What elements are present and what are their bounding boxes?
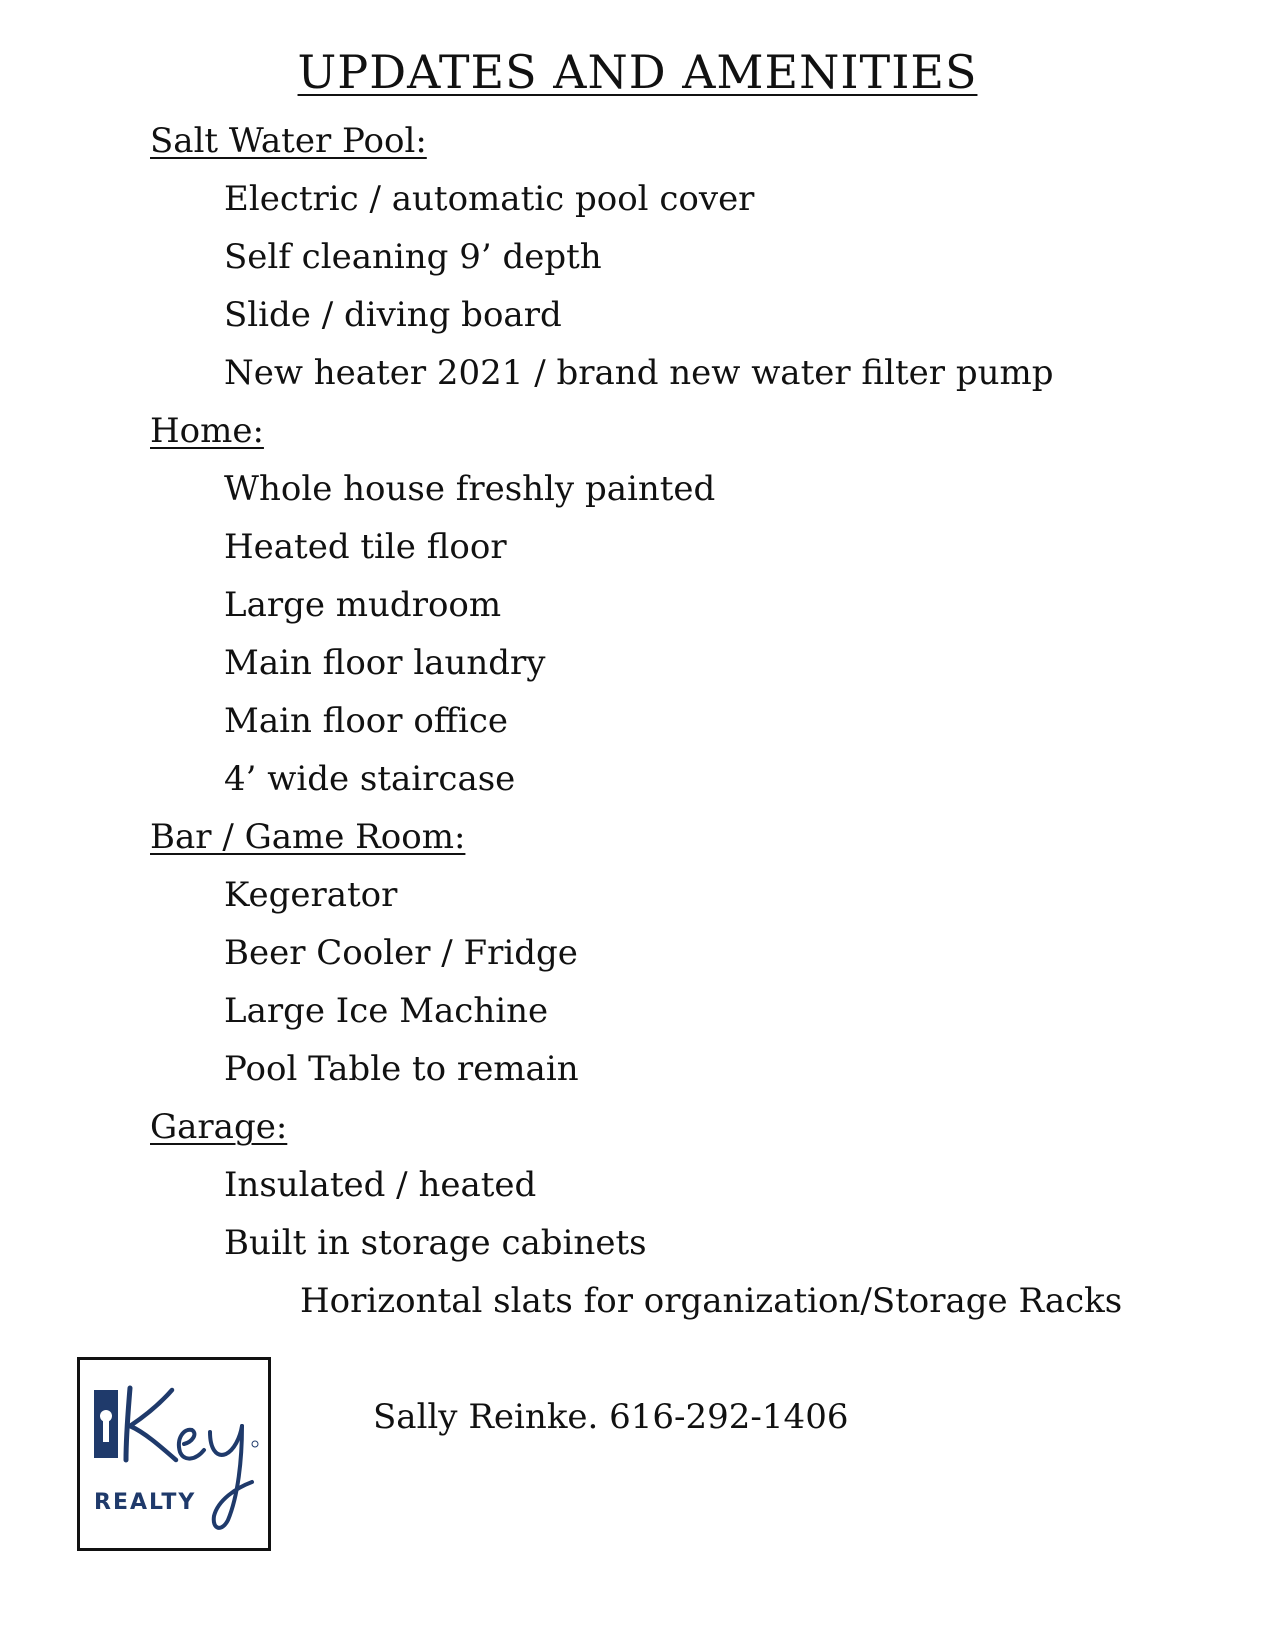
- list-item: Insulated / heated: [224, 1165, 537, 1205]
- list-item: Kegerator: [224, 875, 398, 915]
- page-title-text: UPDATES AND AMENITIES: [297, 45, 978, 99]
- list-item: Whole house freshly painted: [224, 469, 716, 509]
- list-item: Pool Table to remain: [224, 1049, 579, 1089]
- agent-contact: Sally Reinke. 616-292-1406: [373, 1397, 849, 1437]
- list-subitem: Horizontal slats for organization/Storage Racks: [300, 1281, 1123, 1321]
- list-item: 4’ wide staircase: [224, 759, 516, 799]
- list-item: Electric / automatic pool cover: [224, 179, 755, 219]
- page-title: [0, 40, 1275, 104]
- list-item: Self cleaning 9’ depth: [224, 237, 602, 277]
- section-heading-bar: Bar / Game Room:: [150, 817, 466, 857]
- section-heading-garage: Garage:: [150, 1107, 288, 1147]
- key-realty-logo: [77, 1357, 271, 1551]
- list-item: Main floor laundry: [224, 643, 546, 683]
- list-item: New heater 2021 / brand new water filter pump: [224, 353, 1054, 393]
- keyhole-icon: [80, 1360, 268, 1548]
- section-heading-pool: Salt Water Pool:: [150, 121, 427, 161]
- list-item: Large mudroom: [224, 585, 502, 625]
- list-item: Large Ice Machine: [224, 991, 549, 1031]
- section-heading-home: Home:: [150, 411, 264, 451]
- list-item: Heated tile floor: [224, 527, 507, 567]
- logo-tagline: REALTY: [94, 1490, 197, 1515]
- list-item: Main floor office: [224, 701, 509, 741]
- list-item: Beer Cooler / Fridge: [224, 933, 578, 973]
- list-item: Slide / diving board: [224, 295, 562, 335]
- list-item: Built in storage cabinets: [224, 1223, 647, 1263]
- amenities-list: [150, 112, 1210, 1330]
